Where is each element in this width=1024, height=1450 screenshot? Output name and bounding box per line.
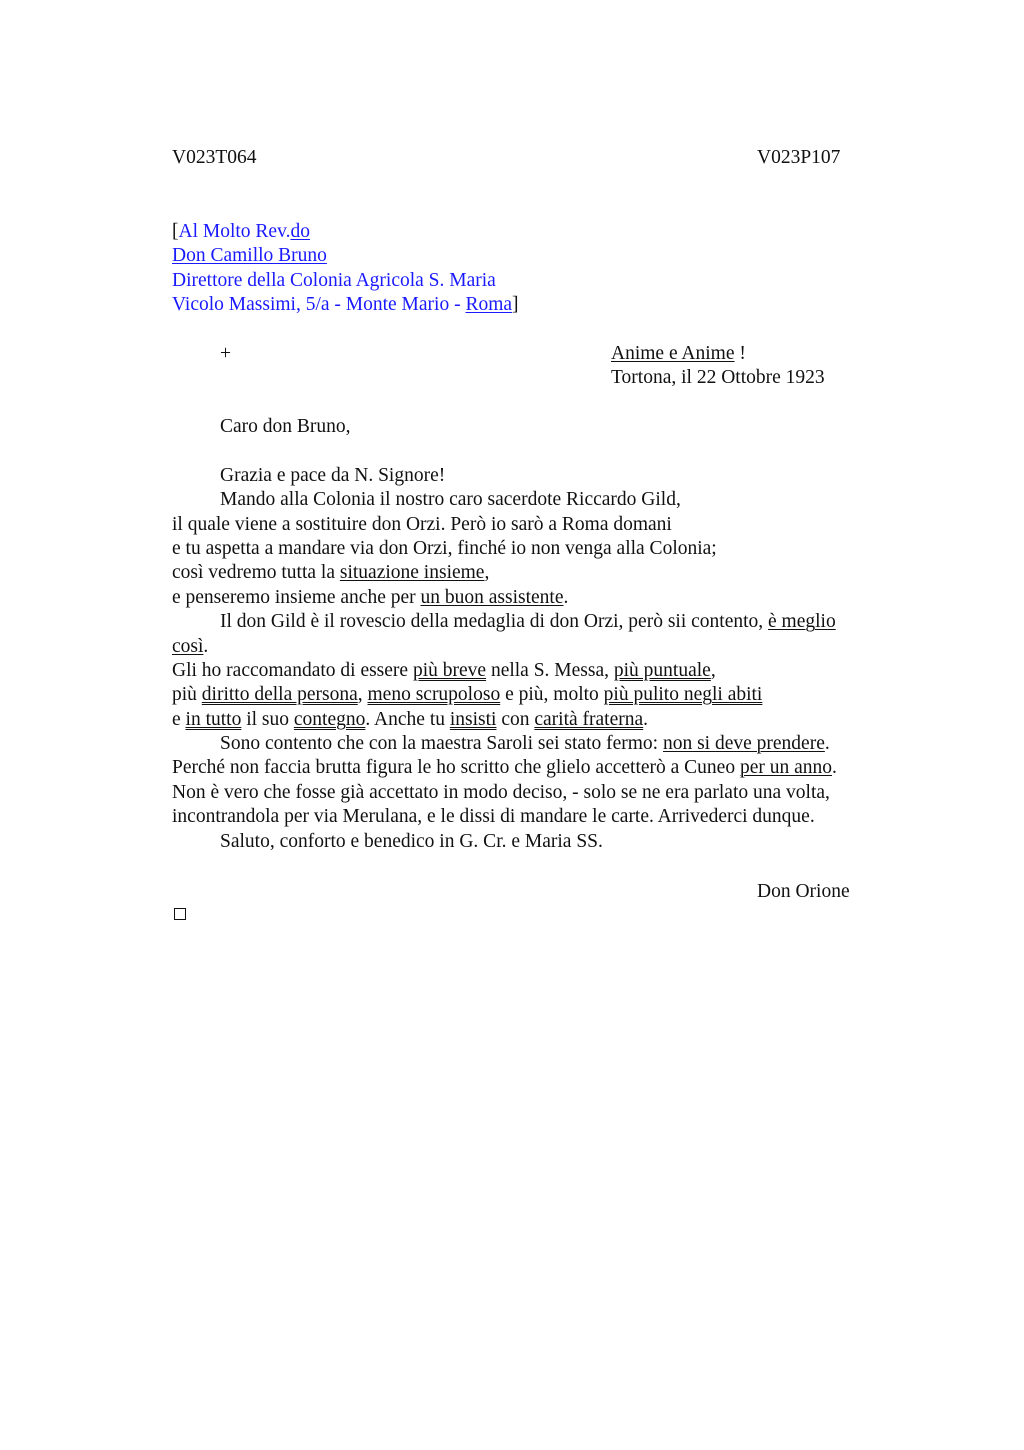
double-underlined-text: più pulito negli abiti <box>603 684 763 706</box>
text-run: Gli ho raccomandato di essere <box>172 659 413 681</box>
address-city: Roma <box>465 294 513 316</box>
address-street: Vicolo Massimi, 5/a - Monte Mario - <box>172 294 466 316</box>
body-line <box>172 732 892 756</box>
motto-line <box>611 342 825 366</box>
dateline: Tortona, il 22 Ottobre 1923 <box>611 367 825 389</box>
text-run: nella S. Messa, <box>486 659 614 681</box>
text-run: Sono contento che con la maestra Saroli sei stato fermo: <box>220 733 663 755</box>
underlined-text: è meglio <box>768 611 836 633</box>
address-title: Al Molto Rev. <box>178 221 291 242</box>
letter-body <box>172 415 892 854</box>
bracket-open: [ <box>172 221 179 242</box>
spacer <box>172 439 892 463</box>
greeting: Caro don Bruno, <box>220 416 351 437</box>
document-code-left: V023T064 <box>172 147 257 168</box>
text-run: con <box>496 708 535 730</box>
text-run: e più, molto <box>500 684 604 706</box>
body-line <box>172 756 892 780</box>
body-line <box>172 586 892 610</box>
text-run: Perché non faccia brutta figura le ho scritto che glielo accetterò a Cuneo <box>172 757 740 779</box>
recipient-address <box>172 220 519 318</box>
signature: Don Orione <box>757 881 850 902</box>
address-name: Don Camillo Bruno <box>172 245 327 267</box>
address-line-4 <box>172 293 519 317</box>
cross-symbol: + <box>220 343 231 364</box>
underlined-text: non si deve prendere <box>662 733 825 755</box>
body-line <box>172 708 892 732</box>
text-run: . <box>203 635 209 657</box>
body-line <box>172 610 892 634</box>
body-line: incontrandola per via Merulana, e le dissi di mandare le carte. Arrivederci dunque. <box>172 806 815 828</box>
address-title-suffix: do <box>290 221 310 242</box>
body-line <box>172 659 892 683</box>
double-underlined-text: in tutto <box>185 708 242 730</box>
double-underlined-text: più breve <box>412 659 487 681</box>
text-run: , <box>484 562 490 584</box>
address-line-1 <box>172 220 519 244</box>
text-run: . <box>824 733 830 755</box>
double-underlined-text: meno scrupoloso <box>367 684 501 706</box>
text-run: il suo <box>241 708 294 730</box>
body-line <box>172 683 892 707</box>
text-run: così vedremo tutta la <box>172 562 340 584</box>
body-line: Saluto, conforto e benedico in G. Cr. e Maria SS. <box>220 830 603 852</box>
text-run: , <box>357 684 368 706</box>
body-line <box>172 635 892 659</box>
underlined-text: così <box>172 635 204 657</box>
motto-exclaim: ! <box>734 343 746 364</box>
motto-text: Anime e Anime <box>611 343 735 364</box>
text-run: . <box>643 708 649 730</box>
double-underlined-text: carità fraterna <box>534 708 644 730</box>
text-run: , <box>710 659 716 681</box>
underlined-text: situazione insieme <box>339 562 485 584</box>
text-run: Il don Gild è il rovescio della medaglia di don Orzi, però sii contento, <box>220 611 769 633</box>
text-run: e penseremo insieme anche per <box>172 586 421 608</box>
address-role: Direttore della Colonia Agricola S. Maria <box>172 269 496 291</box>
underlined-text: per un anno <box>739 757 833 779</box>
motto-block <box>611 342 825 391</box>
body-line: Mando alla Colonia il nostro caro sacerdote Riccardo Gild, <box>220 489 681 511</box>
end-square-icon <box>174 908 186 920</box>
body-line: Grazia e pace da N. Signore! <box>220 464 446 486</box>
text-run: più <box>172 684 202 706</box>
body-line <box>172 561 892 585</box>
double-underlined-text: contegno <box>293 708 366 730</box>
double-underlined-text: diritto della persona <box>201 684 358 706</box>
double-underlined-text: più puntuale <box>613 659 711 681</box>
double-underlined-text: insisti <box>449 708 497 730</box>
text-run: . <box>563 586 569 608</box>
body-line: e tu aspetta a mandare via don Orzi, finché io non venga alla Colonia; <box>172 537 717 559</box>
underlined-text: un buon assistente <box>420 586 564 608</box>
text-run: . Anche tu <box>365 708 450 730</box>
text-run: e <box>172 708 186 730</box>
document-code-right: V023P107 <box>757 147 841 168</box>
bracket-close: ] <box>512 294 519 316</box>
body-line: il quale viene a sostituire don Orzi. Però io sarò a Roma domani <box>172 513 672 535</box>
body-line: Non è vero che fosse già accettato in modo deciso, - solo se ne era parlato una volta, <box>172 781 830 803</box>
text-run: . <box>832 757 837 779</box>
